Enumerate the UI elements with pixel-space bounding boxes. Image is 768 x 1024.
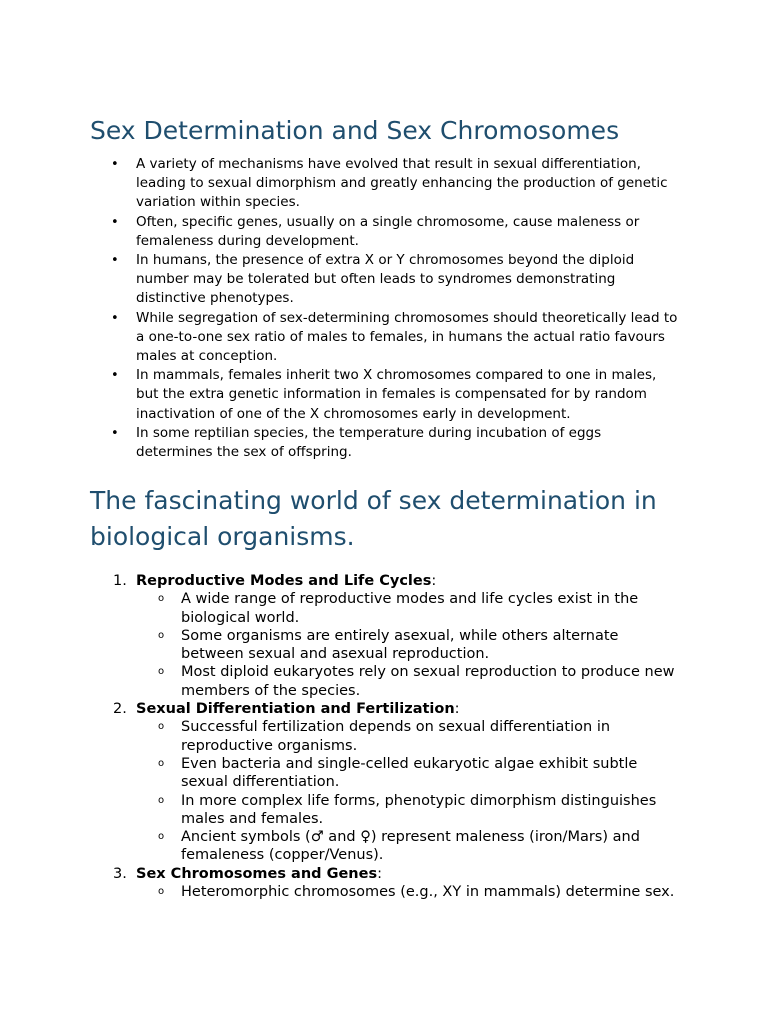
- sub-list-item: [136, 828, 681, 865]
- bullet-icon: •: [111, 214, 119, 230]
- sub-list-item: [136, 627, 681, 664]
- numbered-item: [0, 700, 768, 865]
- circle-bullet-icon: o: [158, 593, 165, 605]
- sub-item-text: Ancient symbols (♂ and ♀) represent maleness (iron/Mars) and femaleness (copper/Venus).: [181, 829, 640, 864]
- circle-bullet-icon: o: [158, 831, 165, 843]
- numbered-item: [0, 572, 768, 700]
- bullet-icon: •: [111, 368, 119, 384]
- item-colon: :: [454, 701, 460, 718]
- sub-item-text: Heteromorphic chromosomes (e.g., XY in mammals) determine sex.: [181, 884, 675, 901]
- item-heading: Reproductive Modes and Life Cycles: [136, 573, 432, 589]
- item-number: 1.: [113, 573, 127, 589]
- item-number: 2.: [113, 701, 127, 718]
- list-item: [0, 309, 681, 367]
- bullet-text: In mammals, females inherit two X chromosomes compared to one in males, but the extra genetic information in females is compensated for by random inactivation of one of the X chromosomes early in development.: [136, 367, 657, 422]
- sub-item-text: Most diploid eukaryotes rely on sexual reproduction to produce new members of the species.: [181, 664, 675, 699]
- item-colon: :: [431, 573, 437, 589]
- bullet-text: While segregation of sex-determining chromosomes should theoretically lead to a one-to-one sex ratio of males to females, in humans the actual ratio favours males at conception.: [136, 309, 678, 365]
- item-colon: :: [377, 865, 382, 882]
- sub-item-text: Even bacteria and single-celled eukaryotic algae exhibit subtle sexual differentiation.: [181, 755, 638, 791]
- sub-item-text: In more complex life forms, phenotypic dimorphism distinguishes males and females.: [181, 792, 657, 827]
- item-heading: Sexual Differentiation and Fertilization: [136, 701, 455, 718]
- sub-item-text: Successful fertilization depends on sexual differentiation in reproductive organisms.: [181, 719, 611, 754]
- sub-list-item: [136, 883, 681, 901]
- numbered-list: [0, 572, 768, 901]
- item-number: 3.: [113, 865, 127, 882]
- bullet-list: [0, 155, 768, 462]
- section-title-sex-determination: Sex Determination and Sex Chromosomes: [90, 116, 620, 145]
- sub-list: [136, 718, 768, 864]
- sub-list: [136, 590, 768, 700]
- list-item: [0, 155, 681, 213]
- circle-bullet-icon: o: [158, 721, 165, 733]
- sub-item-text: Some organisms are entirely asexual, while others alternate between sexual and asexual reproduction.: [181, 627, 619, 663]
- item-heading: Sex Chromosomes and Genes: [136, 865, 378, 882]
- bullet-text: Often, specific genes, usually on a single chromosome, cause maleness or femaleness during development.: [136, 213, 640, 249]
- sub-list-item: [136, 590, 681, 627]
- bullet-icon: •: [111, 157, 119, 172]
- circle-bullet-icon: o: [158, 629, 165, 641]
- circle-bullet-icon: o: [158, 757, 165, 769]
- sub-list-item: [136, 755, 681, 792]
- bullet-text: In some reptilian species, the temperature during incubation of eggs determines the sex of offspring.: [136, 424, 602, 461]
- sub-item-text: A wide range of reproductive modes and life cycles exist in the biological world.: [181, 591, 639, 626]
- numbered-item: [0, 865, 768, 902]
- sub-list: [136, 883, 768, 901]
- circle-bullet-icon: o: [158, 794, 165, 806]
- bullet-icon: •: [111, 425, 119, 441]
- bullet-icon: •: [111, 310, 119, 326]
- bullet-text: In humans, the presence of extra X or Y chromosomes beyond the diploid number may be tolerated but often leads to syndromes demonstrating distinctive phenotypes.: [136, 252, 635, 307]
- list-item: [0, 366, 681, 424]
- list-item: [0, 251, 681, 309]
- list-item: [0, 424, 681, 462]
- bullet-icon: •: [111, 253, 119, 269]
- circle-bullet-icon: o: [158, 886, 165, 898]
- bullet-text: A variety of mechanisms have evolved that result in sexual differentiation, leading to sexual dimorphism and greatly enhancing the production of genetic variation within species.: [136, 156, 668, 211]
- list-item: [0, 213, 681, 251]
- sub-list-item: [136, 792, 681, 829]
- sub-list-item: [136, 718, 681, 755]
- sub-list-item: [136, 663, 681, 700]
- circle-bullet-icon: o: [158, 666, 165, 678]
- section-title-fascinating-world: The fascinating world of sex determination in biological organisms.: [90, 486, 657, 551]
